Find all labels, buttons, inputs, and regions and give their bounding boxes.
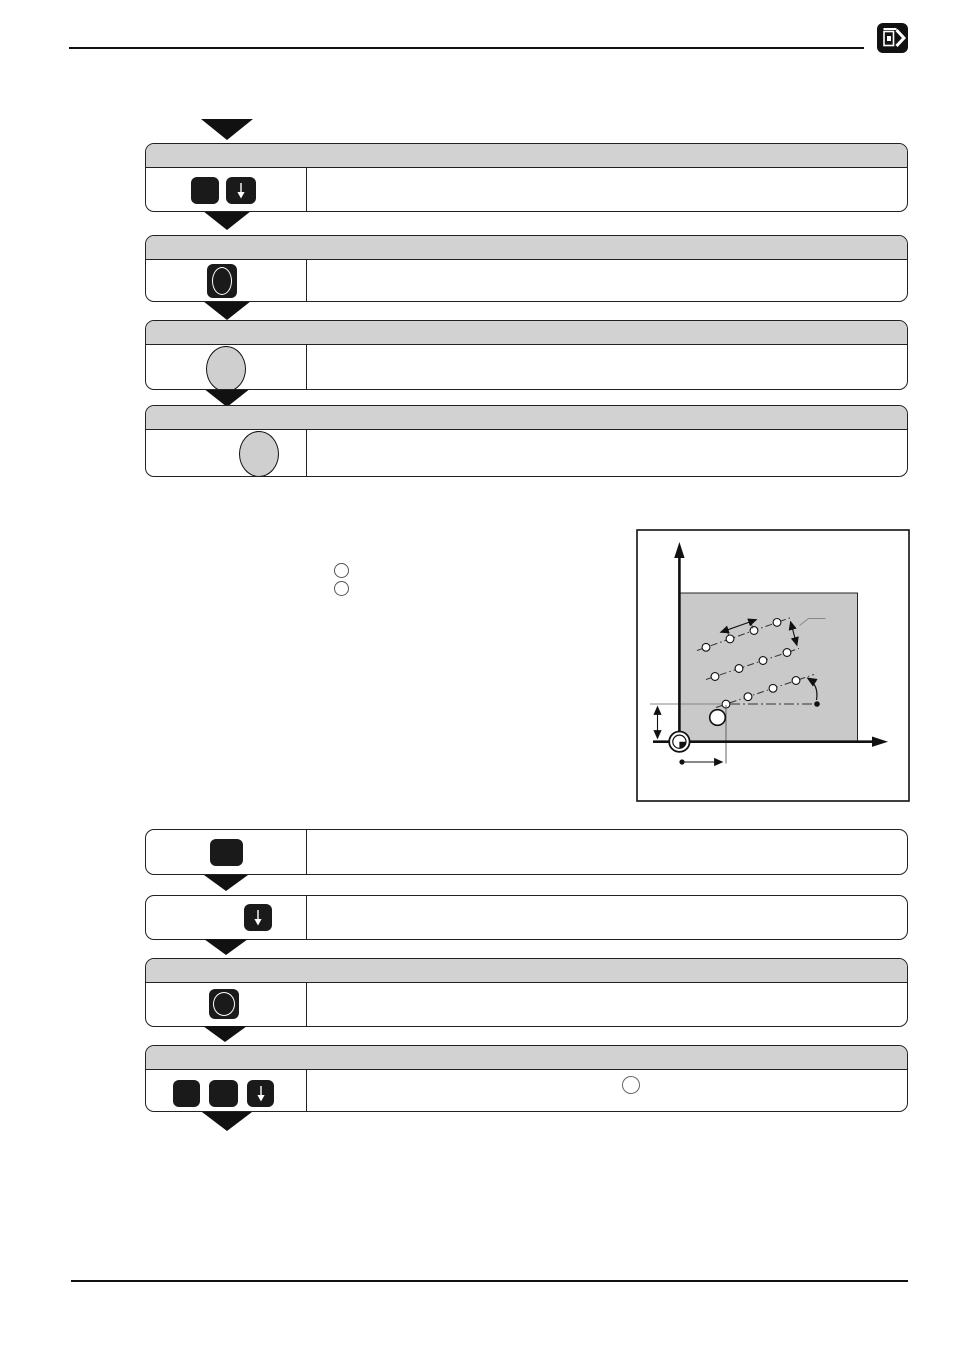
- key-text-divider: [306, 830, 307, 874]
- hole: [769, 684, 777, 692]
- down-arrow-icon: [236, 182, 246, 199]
- hole: [702, 643, 710, 651]
- circle-outline-marker: [334, 581, 349, 596]
- blank-black-key: [191, 177, 219, 204]
- step-box-3-body: [146, 345, 907, 390]
- step-box-7: [145, 958, 908, 1027]
- key-text-divider: [306, 983, 307, 1027]
- gray-oval-soft-key: [206, 346, 246, 390]
- step-box-5: [145, 829, 908, 875]
- hole: [744, 693, 752, 701]
- step-box-4: [145, 405, 908, 477]
- key-text-divider: [306, 168, 307, 212]
- oval-symbol-icon: [213, 992, 235, 1016]
- flow-arrow-down-7: [203, 1026, 247, 1042]
- step-box-7-header-bar: [146, 959, 907, 983]
- flow-arrow-down-2: [203, 211, 251, 230]
- step-box-4-header-bar: [146, 406, 907, 430]
- step-box-1-header-bar: [146, 144, 907, 168]
- step-box-3: [145, 320, 908, 390]
- gray-oval-soft-key: [239, 431, 279, 477]
- down-arrow-icon: [253, 909, 263, 926]
- hole: [792, 677, 800, 685]
- step-box-2: [145, 235, 908, 302]
- step-box-6: [145, 895, 908, 940]
- key-text-divider: [306, 260, 307, 302]
- arrow-down-key: [226, 177, 256, 204]
- oval-symbol-icon: [212, 267, 232, 295]
- tool-position-circle: [710, 710, 726, 726]
- circle-outline-marker: [334, 563, 349, 578]
- step-box-8: [145, 1045, 908, 1112]
- arrow-down-key: [244, 904, 272, 931]
- flow-arrow-down-1: [201, 119, 253, 140]
- hole: [750, 627, 758, 635]
- workpiece: [680, 593, 858, 742]
- step-box-8-body: [146, 1070, 907, 1112]
- icon-top-bar: [884, 28, 897, 30]
- black-key-oval-symbol: [207, 264, 237, 298]
- flow-arrow-down-3: [203, 301, 251, 320]
- blank-black-key: [209, 1080, 238, 1107]
- black-key-oval-symbol: [209, 989, 239, 1019]
- footer-rule: [71, 1280, 908, 1282]
- hole: [735, 665, 743, 673]
- arrow-down-key: [247, 1080, 274, 1107]
- step-box-3-header-bar: [146, 321, 907, 345]
- key-text-divider: [306, 896, 307, 939]
- down-arrow-icon: [256, 1085, 266, 1102]
- reference-point-dot: [814, 701, 820, 707]
- hole-pattern-diagram: [636, 529, 910, 802]
- hole: [773, 619, 781, 627]
- hole: [783, 649, 791, 657]
- step-box-4-body: [146, 430, 907, 477]
- step-box-1: [145, 143, 908, 212]
- step-box-8-header-bar: [146, 1046, 907, 1070]
- step-box-7-body: [146, 983, 907, 1027]
- blank-black-key: [210, 839, 243, 866]
- step-box-1-body: [146, 168, 907, 212]
- icon-page-mark: [887, 36, 891, 41]
- flow-arrow-down-6: [204, 939, 248, 955]
- blank-black-key: [173, 1080, 200, 1107]
- datum-origin-symbol: [669, 732, 689, 752]
- step-box-2-header-bar: [146, 236, 907, 260]
- small-circle-outline-marker: [622, 1076, 640, 1094]
- page-with-arrow-icon: [877, 23, 908, 53]
- hole: [759, 657, 767, 665]
- flow-arrow-down-8: [202, 1112, 252, 1131]
- key-text-divider: [306, 1070, 307, 1112]
- header-rule: [69, 47, 864, 49]
- key-text-divider: [306, 430, 307, 477]
- step-box-2-body: [146, 260, 907, 302]
- key-text-divider: [306, 345, 307, 390]
- hole: [726, 635, 734, 643]
- flow-arrow-down-5: [204, 875, 248, 891]
- hole: [711, 673, 719, 681]
